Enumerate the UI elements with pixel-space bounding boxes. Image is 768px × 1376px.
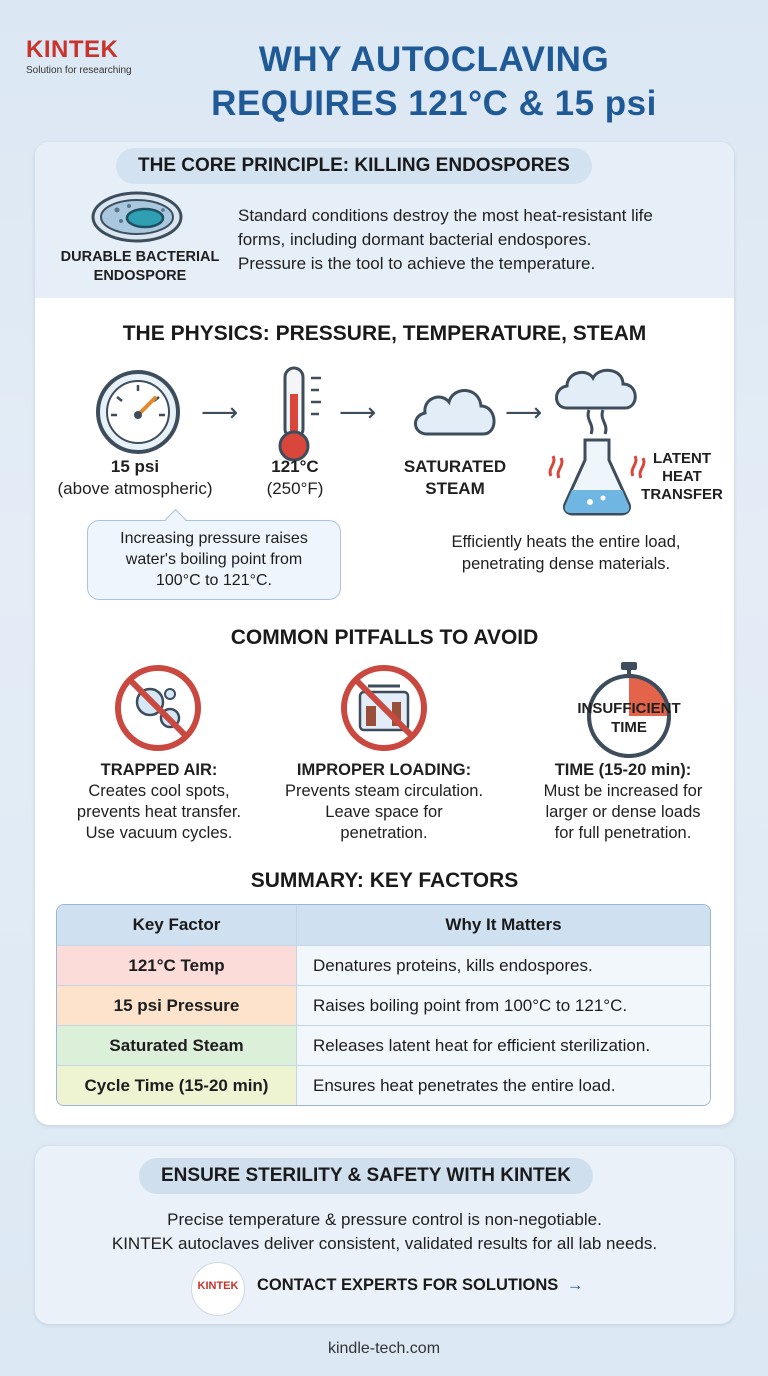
key-factor-cell: 15 psi Pressure [57, 985, 297, 1025]
cta-line-2: KINTEK autoclaves deliver consistent, validated results for all lab needs. [111, 1234, 658, 1253]
core-body-2: forms, including dormant bacterial endospores. [238, 230, 592, 249]
steam-label [380, 456, 530, 500]
improper-loading-icon [338, 662, 430, 754]
steam-cloud-icon [407, 378, 503, 440]
pitfall-1-title: TRAPPED AIR: [100, 761, 218, 779]
contact-button-label: CONTACT EXPERTS FOR SOLUTIONS [257, 1276, 559, 1294]
badge-text: KINTEK [197, 1280, 239, 1292]
col-key-factor: Key Factor [57, 905, 297, 945]
endospore-label-1: DURABLE BACTERIAL [60, 249, 220, 265]
pitfall-2-title: IMPROPER LOADING: [296, 761, 472, 779]
pitfall-1-line-3: Use vacuum cycles. [85, 824, 233, 842]
pitfall-1-line-2: prevents heat transfer. [76, 803, 242, 821]
logo-tagline: Solution for researching [26, 65, 132, 76]
thermometer-label [245, 456, 345, 500]
thermometer-icon [275, 364, 327, 464]
brand-logo [26, 36, 132, 76]
cta-body [35, 1208, 734, 1256]
pitfall-3-line-1: Must be increased for [543, 782, 703, 800]
why-it-matters-cell: Denatures proteins, kills endospores. [297, 945, 710, 985]
arrow-1-icon: ⟶ [201, 397, 239, 427]
pitfall-3-title: TIME (15-20 min): [554, 761, 692, 779]
steam-label-1: SATURATED [403, 457, 507, 476]
key-factor-cell: Cycle Time (15-20 min) [57, 1065, 297, 1105]
pitfall-2-line-3: penetration. [340, 824, 428, 842]
trapped-air-icon [112, 662, 204, 754]
table-row [57, 1065, 710, 1105]
main-card [35, 142, 734, 1125]
why-it-matters-cell: Releases latent heat for efficient sterilization. [297, 1025, 710, 1065]
latent-heat-label [637, 450, 727, 504]
logo-name: KINTEK [26, 36, 119, 63]
timer-label-1: INSUFFICIENT [577, 700, 681, 717]
thermometer-label-2: (250°F) [266, 479, 324, 498]
summary-table [56, 904, 711, 1106]
col-why-it-matters: Why It Matters [297, 905, 710, 945]
why-it-matters-cell: Raises boiling point from 100°C to 121°C. [297, 985, 710, 1025]
core-body [238, 204, 728, 276]
endospore-label [45, 248, 235, 286]
pitfall-3-line-3: for full penetration. [554, 824, 692, 842]
cta-line-1: Precise temperature & pressure control is non-negotiable. [167, 1210, 602, 1229]
arrow-right-icon: → [566, 1276, 584, 1294]
thermometer-label-1: 121°C [271, 457, 319, 476]
callout-line-3: 100°C to 121°C. [156, 572, 272, 589]
pitfall-trapped-air [63, 760, 255, 844]
callout-line-2: water's boiling point from [125, 551, 303, 568]
endospore-icon [89, 188, 185, 246]
title-line-1: WHY AUTOCLAVING [258, 40, 610, 79]
heats-line-1: Efficiently heats the entire load, [451, 533, 681, 551]
pitfall-improper-loading [271, 760, 497, 844]
table-row [57, 1025, 710, 1065]
kintek-badge [191, 1262, 245, 1316]
pitfall-2-line-2: Leave space for [325, 803, 443, 821]
pitfall-2-line-1: Prevents steam circulation. [284, 782, 484, 800]
title-line-2: REQUIRES 121°C & 15 psi [211, 84, 657, 123]
steam-label-2: STEAM [425, 479, 485, 498]
callout-line-1: Increasing pressure raises [120, 530, 308, 547]
cta-heading: ENSURE STERILITY & SAFETY WITH KINTEK [139, 1158, 593, 1194]
table-row [57, 985, 710, 1025]
pitfall-3-line-2: larger or dense loads [545, 803, 701, 821]
arrow-2-icon: ⟶ [339, 397, 377, 427]
gauge-label-1: 15 psi [110, 457, 160, 476]
footer-url[interactable]: kindle-tech.com [327, 1340, 441, 1357]
timer-label-2: TIME [611, 719, 647, 736]
core-body-3: Pressure is the tool to achieve the temperature. [238, 254, 596, 273]
latent-label-1: LATENT [652, 450, 712, 467]
latent-label-2: HEAT [662, 468, 702, 485]
endospore-label-2: ENDOSPORE [93, 268, 187, 284]
heats-line-2: penetrating dense materials. [461, 555, 671, 573]
pressure-callout [87, 520, 341, 600]
key-factor-cell: 121°C Temp [57, 945, 297, 985]
page-title [140, 38, 728, 126]
physics-heading: THE PHYSICS: PRESSURE, TEMPERATURE, STEAM [122, 322, 647, 345]
why-it-matters-cell: Ensures heat penetrates the entire load. [297, 1065, 710, 1105]
pitfall-time [523, 760, 723, 844]
latent-label-3: TRANSFER [641, 486, 723, 503]
core-heading: THE CORE PRINCIPLE: KILLING ENDOSPORES [116, 148, 592, 184]
heats-load-text [407, 531, 725, 575]
key-factor-cell: Saturated Steam [57, 1025, 297, 1065]
core-body-1: Standard conditions destroy the most heat-resistant life [238, 206, 653, 225]
gauge-label [45, 456, 225, 500]
contact-experts-button[interactable] [257, 1276, 583, 1295]
table-row [57, 945, 710, 985]
table-header-row [57, 905, 710, 945]
summary-heading: SUMMARY: KEY FACTORS [250, 869, 519, 892]
arrow-3-icon: ⟶ [505, 397, 543, 427]
pitfall-1-line-1: Creates cool spots, [88, 782, 230, 800]
pressure-gauge-icon [93, 367, 183, 457]
pitfalls-heading: COMMON PITFALLS TO AVOID [230, 626, 539, 649]
flask-steam-icon [545, 364, 649, 524]
cta-box [35, 1146, 734, 1324]
timer-label [551, 699, 707, 737]
gauge-label-2: (above atmospheric) [57, 479, 213, 498]
